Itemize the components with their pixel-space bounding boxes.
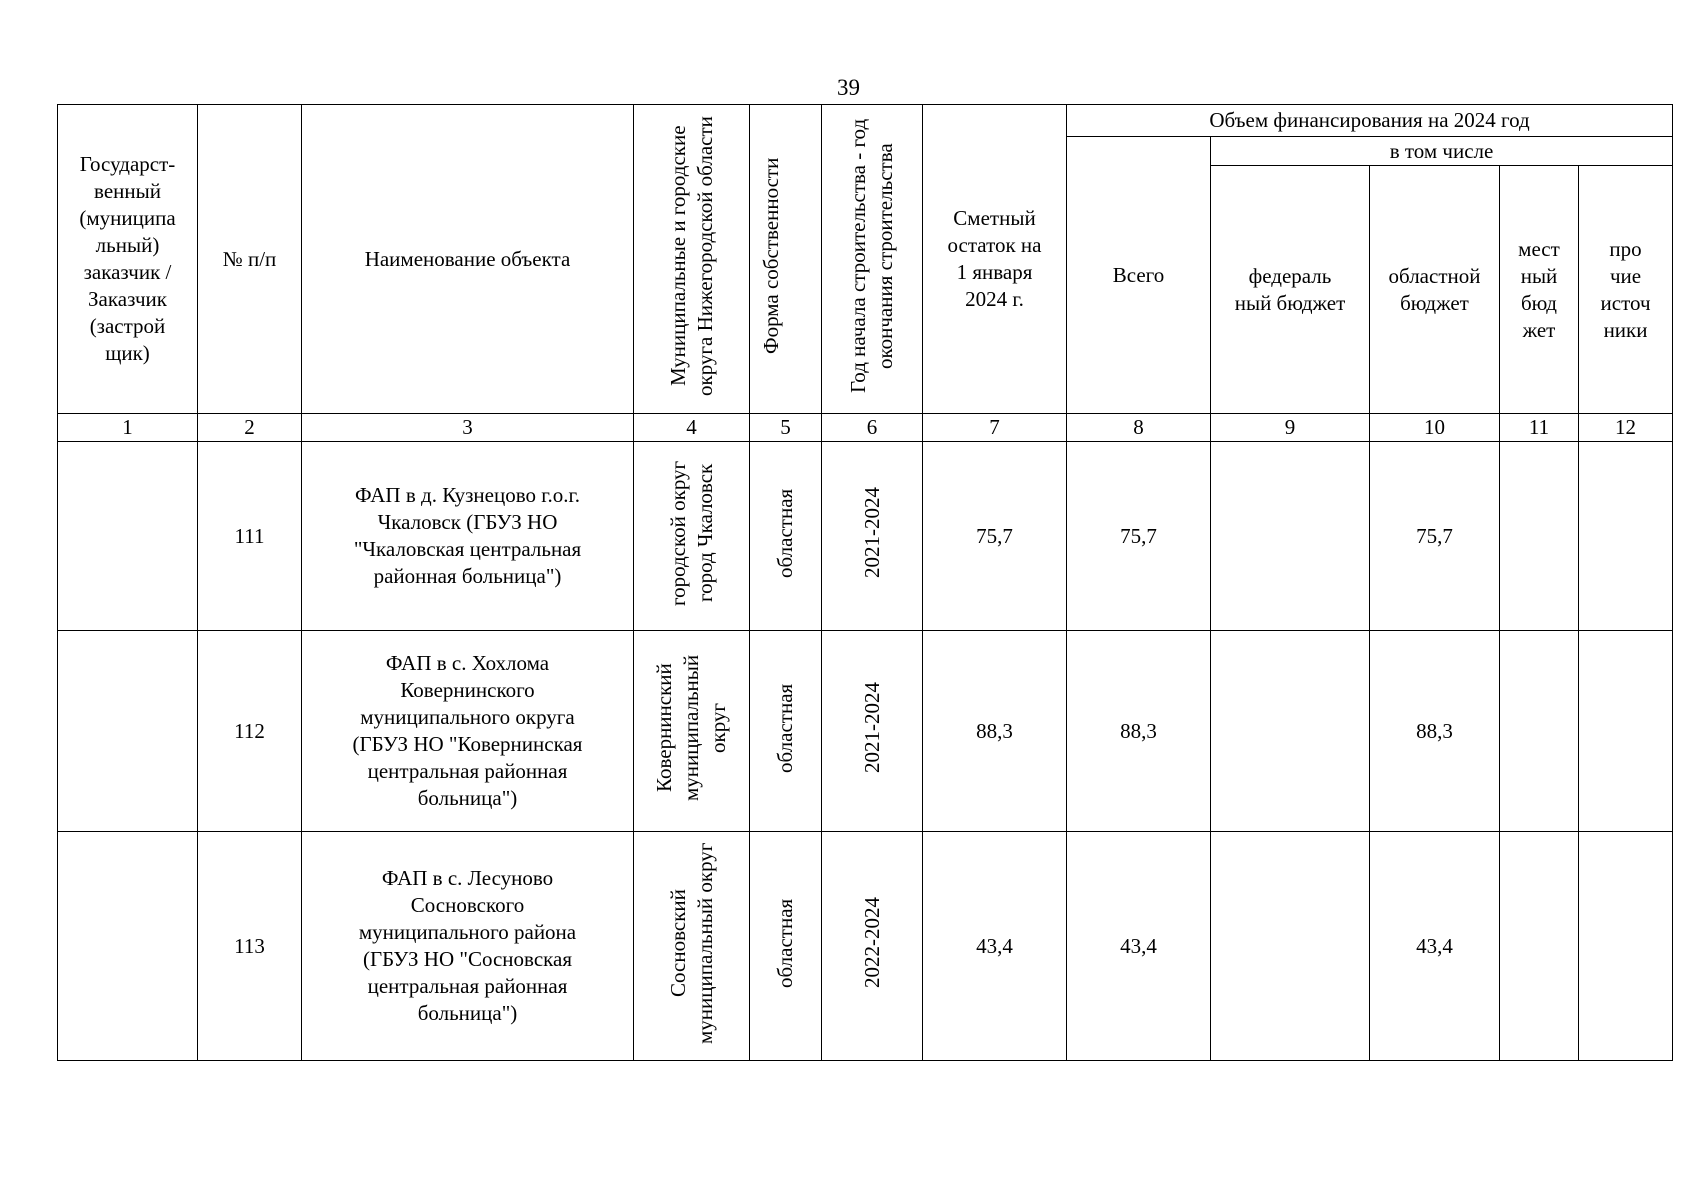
header-municipality	[634, 105, 750, 414]
cell-total: 88,3	[1067, 631, 1211, 832]
cell-balance: 88,3	[923, 631, 1067, 832]
header-num: № п/п	[198, 105, 302, 414]
cell-customer	[58, 442, 198, 631]
header-federal: федераль ный бюджет	[1211, 166, 1370, 414]
column-number: 10	[1370, 414, 1500, 442]
cell-balance: 75,7	[923, 442, 1067, 631]
cell-years-text: 2021-2024	[859, 487, 884, 578]
cell-object-name: ФАП в с. Лесуново Сосновского муниципального района (ГБУЗ НО "Сосновская центральная районная больница")	[302, 832, 634, 1061]
header-ownership-text: Форма собственности	[758, 157, 783, 354]
cell-other	[1579, 832, 1673, 1061]
cell-regional: 88,3	[1370, 631, 1500, 832]
cell-ownership	[750, 442, 822, 631]
column-number: 6	[822, 414, 923, 442]
column-number: 9	[1211, 414, 1370, 442]
header-customer: Государст- венный (муниципа льный) заказчик / Заказчик (застрой щик)	[58, 105, 198, 414]
header-municipality-text: Муниципальные и городские округа Нижегородской области	[665, 115, 717, 396]
cell-total: 43,4	[1067, 832, 1211, 1061]
cell-municipality	[634, 832, 750, 1061]
header-including: в том числе	[1211, 137, 1673, 166]
cell-federal	[1211, 832, 1370, 1061]
column-number: 7	[923, 414, 1067, 442]
cell-ownership-text: областная	[773, 897, 797, 988]
column-number: 5	[750, 414, 822, 442]
header-financing-group: Объем финансирования на 2024 год	[1067, 105, 1673, 137]
column-number-row	[58, 414, 1673, 442]
header-ownership	[750, 105, 822, 414]
cell-local	[1500, 442, 1579, 631]
cell-balance: 43,4	[923, 832, 1067, 1061]
cell-local	[1500, 631, 1579, 832]
cell-years	[822, 832, 923, 1061]
cell-municipality-text: Ковернинский муниципальный округ	[652, 654, 730, 801]
cell-total: 75,7	[1067, 442, 1211, 631]
cell-regional: 43,4	[1370, 832, 1500, 1061]
cell-num: 113	[198, 832, 302, 1061]
cell-municipality	[634, 442, 750, 631]
cell-federal	[1211, 631, 1370, 832]
column-number: 4	[634, 414, 750, 442]
header-local: мест ный бюд жет	[1500, 166, 1579, 414]
header-balance: Сметный остаток на 1 января 2024 г.	[923, 105, 1067, 414]
header-row-1	[58, 105, 1673, 137]
cell-regional: 75,7	[1370, 442, 1500, 631]
cell-years	[822, 442, 923, 631]
cell-years-text: 2022-2024	[859, 897, 884, 988]
header-total: Всего	[1067, 137, 1211, 414]
cell-ownership-text: областная	[773, 487, 797, 578]
header-other: про чие источ ники	[1579, 166, 1673, 414]
cell-customer	[58, 832, 198, 1061]
column-number: 11	[1500, 414, 1579, 442]
cell-other	[1579, 442, 1673, 631]
header-regional: областной бюджет	[1370, 166, 1500, 414]
table-row	[58, 631, 1673, 832]
cell-municipality	[634, 631, 750, 832]
column-number: 2	[198, 414, 302, 442]
table-row	[58, 832, 1673, 1061]
cell-local	[1500, 832, 1579, 1061]
financing-table	[57, 104, 1673, 1061]
cell-municipality-text: городской округ город Чкаловск	[665, 459, 717, 606]
cell-object-name: ФАП в с. Хохлома Ковернинского муниципального округа (ГБУЗ НО "Ковернинская центральная районная больница")	[302, 631, 634, 832]
cell-municipality-text: Сосновский муниципальный округ	[665, 841, 717, 1044]
table-row	[58, 442, 1673, 631]
column-number: 1	[58, 414, 198, 442]
header-years	[822, 105, 923, 414]
column-number: 8	[1067, 414, 1211, 442]
cell-object-name: ФАП в д. Кузнецово г.о.г. Чкаловск (ГБУЗ НО "Чкаловская центральная районная больница")	[302, 442, 634, 631]
cell-ownership	[750, 631, 822, 832]
cell-num: 111	[198, 442, 302, 631]
column-number: 12	[1579, 414, 1673, 442]
cell-num: 112	[198, 631, 302, 832]
cell-federal	[1211, 442, 1370, 631]
page-number: 39	[837, 75, 860, 100]
header-years-text: Год начала строительства - год окончания строительства	[846, 118, 897, 393]
cell-other	[1579, 631, 1673, 832]
cell-years-text: 2021-2024	[859, 682, 884, 773]
header-object-name: Наименование объекта	[302, 105, 634, 414]
cell-years	[822, 631, 923, 832]
column-number: 3	[302, 414, 634, 442]
cell-ownership-text: областная	[773, 682, 797, 773]
cell-customer	[58, 631, 198, 832]
cell-ownership	[750, 832, 822, 1061]
